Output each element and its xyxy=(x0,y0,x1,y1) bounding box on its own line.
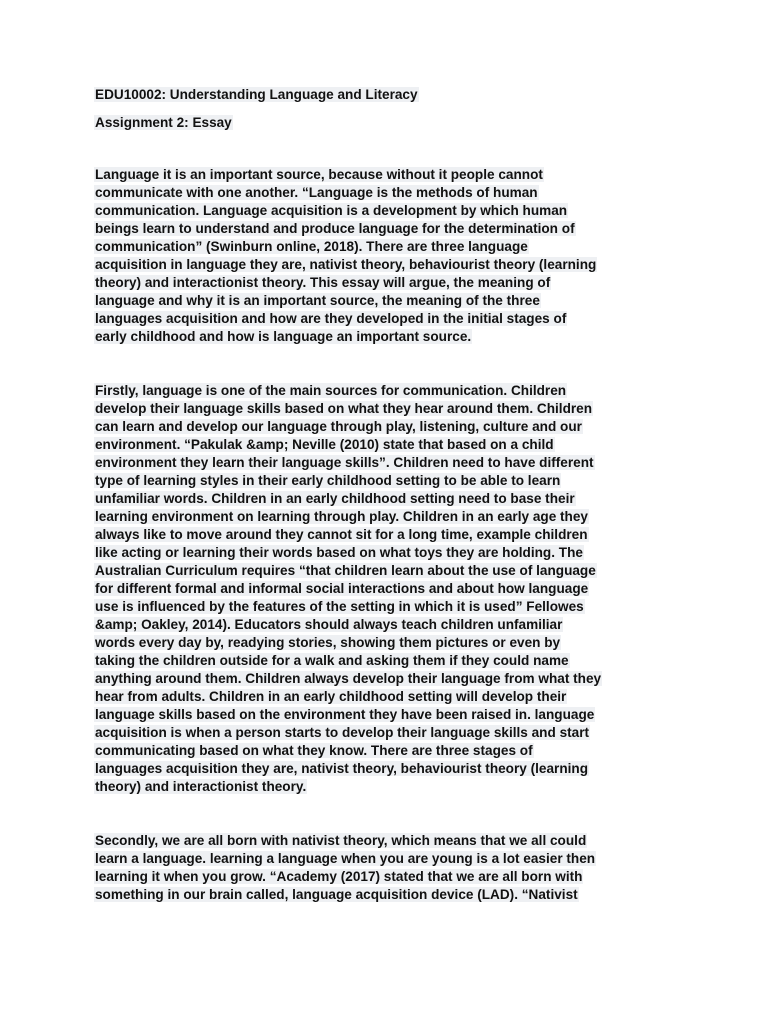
text-line-content: type of learning styles in their early childhood setting to be able to learn xyxy=(95,473,561,488)
assignment-title-text: Assignment 2: Essay xyxy=(95,115,232,130)
text-line xyxy=(94,760,679,778)
text-line xyxy=(94,886,679,904)
text-line xyxy=(94,256,679,274)
text-line xyxy=(94,832,679,850)
text-line xyxy=(94,562,679,580)
text-line-content: languages acquisition and how are they developed in the initial stages of xyxy=(95,311,567,326)
text-line-content: language and why it is an important source, the meaning of the three xyxy=(95,293,540,308)
course-title-text: EDU10002: Understanding Language and Literacy xyxy=(95,87,418,102)
text-line xyxy=(94,634,679,652)
text-line xyxy=(94,850,679,868)
text-line-content: taking the children outside for a walk and asking them if they could name xyxy=(95,653,569,668)
text-line xyxy=(94,454,679,472)
text-line xyxy=(94,688,679,706)
text-line-content: use is influenced by the features of the setting in which it is used” Fellowes xyxy=(95,599,584,614)
text-line-content: Language it is an important source, because without it people cannot xyxy=(95,167,543,182)
paragraph-introduction xyxy=(94,166,679,346)
text-line xyxy=(94,490,679,508)
text-line-content: language skills based on the environment they have been raised in. language xyxy=(95,707,595,722)
text-line xyxy=(94,580,679,598)
text-line-content: theory) and interactionist theory. This essay will argue, the meaning of xyxy=(95,275,551,290)
text-line-content: communicate with one another. “Language is the methods of human xyxy=(95,185,538,200)
text-line xyxy=(94,202,679,220)
text-line-content: Secondly, we are all born with nativist theory, which means that we all could xyxy=(95,833,587,848)
paragraph-secondly xyxy=(94,832,679,904)
text-line-content: beings learn to understand and produce language for the determination of xyxy=(95,221,575,236)
text-line xyxy=(94,472,679,490)
text-line xyxy=(94,292,679,310)
text-line-content: always like to move around they cannot sit for a long time, example children xyxy=(95,527,588,542)
text-line-content: learn a language. learning a language when you are young is a lot easier then xyxy=(95,851,596,866)
course-title xyxy=(94,86,679,104)
text-line-content: Firstly, language is one of the main sources for communication. Children xyxy=(95,383,567,398)
text-line xyxy=(94,598,679,616)
text-line-content: acquisition is when a person starts to develop their language skills and start xyxy=(95,725,590,740)
text-line-content: environment they learn their language skills”. Children need to have different xyxy=(95,455,594,470)
text-line-content: learning environment on learning through play. Children in an early age they xyxy=(95,509,588,524)
text-line-content: languages acquisition they are, nativist theory, behaviourist theory (learning xyxy=(95,761,589,776)
text-line xyxy=(94,616,679,634)
text-line xyxy=(94,652,679,670)
text-line xyxy=(94,310,679,328)
text-line xyxy=(94,220,679,238)
text-line xyxy=(94,724,679,742)
text-line-content: communicating based on what they know. There are three stages of xyxy=(95,743,533,758)
text-line xyxy=(94,238,679,256)
paragraph-firstly xyxy=(94,382,679,796)
text-line xyxy=(94,382,679,400)
text-line xyxy=(94,166,679,184)
text-line xyxy=(94,436,679,454)
text-line-content: learning it when you grow. “Academy (2017) stated that we are all born with xyxy=(95,869,583,884)
text-line xyxy=(94,274,679,292)
text-line-content: communication” (Swinburn online, 2018). There are three language xyxy=(95,239,528,254)
text-line xyxy=(94,184,679,202)
text-line-content: develop their language skills based on what they hear around them. Children xyxy=(95,401,593,416)
text-line xyxy=(94,868,679,886)
text-line xyxy=(94,400,679,418)
text-line xyxy=(94,742,679,760)
text-line xyxy=(94,328,679,346)
text-line-content: acquisition in language they are, nativist theory, behaviourist theory (learning xyxy=(95,257,597,272)
text-line-content: unfamiliar words. Children in an early childhood setting need to base their xyxy=(95,491,575,506)
text-line xyxy=(94,670,679,688)
text-line xyxy=(94,706,679,724)
document-page xyxy=(94,86,679,904)
text-line-content: can learn and develop our language through play, listening, culture and our xyxy=(95,419,582,434)
assignment-title xyxy=(94,114,679,132)
text-line-content: &amp; Oakley, 2014). Educators should always teach children unfamiliar xyxy=(95,617,563,632)
text-line-content: like acting or learning their words based on what toys they are holding. The xyxy=(95,545,583,560)
text-line-content: anything around them. Children always develop their language from what they xyxy=(95,671,602,686)
text-line xyxy=(94,508,679,526)
text-line xyxy=(94,526,679,544)
text-line-content: communication. Language acquisition is a development by which human xyxy=(95,203,568,218)
text-line xyxy=(94,418,679,436)
text-line xyxy=(94,778,679,796)
text-line-content: early childhood and how is language an important source. xyxy=(95,329,472,344)
text-line-content: theory) and interactionist theory. xyxy=(95,779,307,794)
text-line-content: Australian Curriculum requires “that children learn about the use of language xyxy=(95,563,596,578)
text-line xyxy=(94,544,679,562)
text-line-content: words every day by, readying stories, showing them pictures or even by xyxy=(95,635,561,650)
text-line-content: for different formal and informal social interactions and about how language xyxy=(95,581,589,596)
text-line-content: environment. “Pakulak &amp; Neville (2010) state that based on a child xyxy=(95,437,554,452)
text-line-content: hear from adults. Children in an early childhood setting will develop their xyxy=(95,689,567,704)
text-line-content: something in our brain called, language acquisition device (LAD). “Nativist xyxy=(95,887,578,902)
